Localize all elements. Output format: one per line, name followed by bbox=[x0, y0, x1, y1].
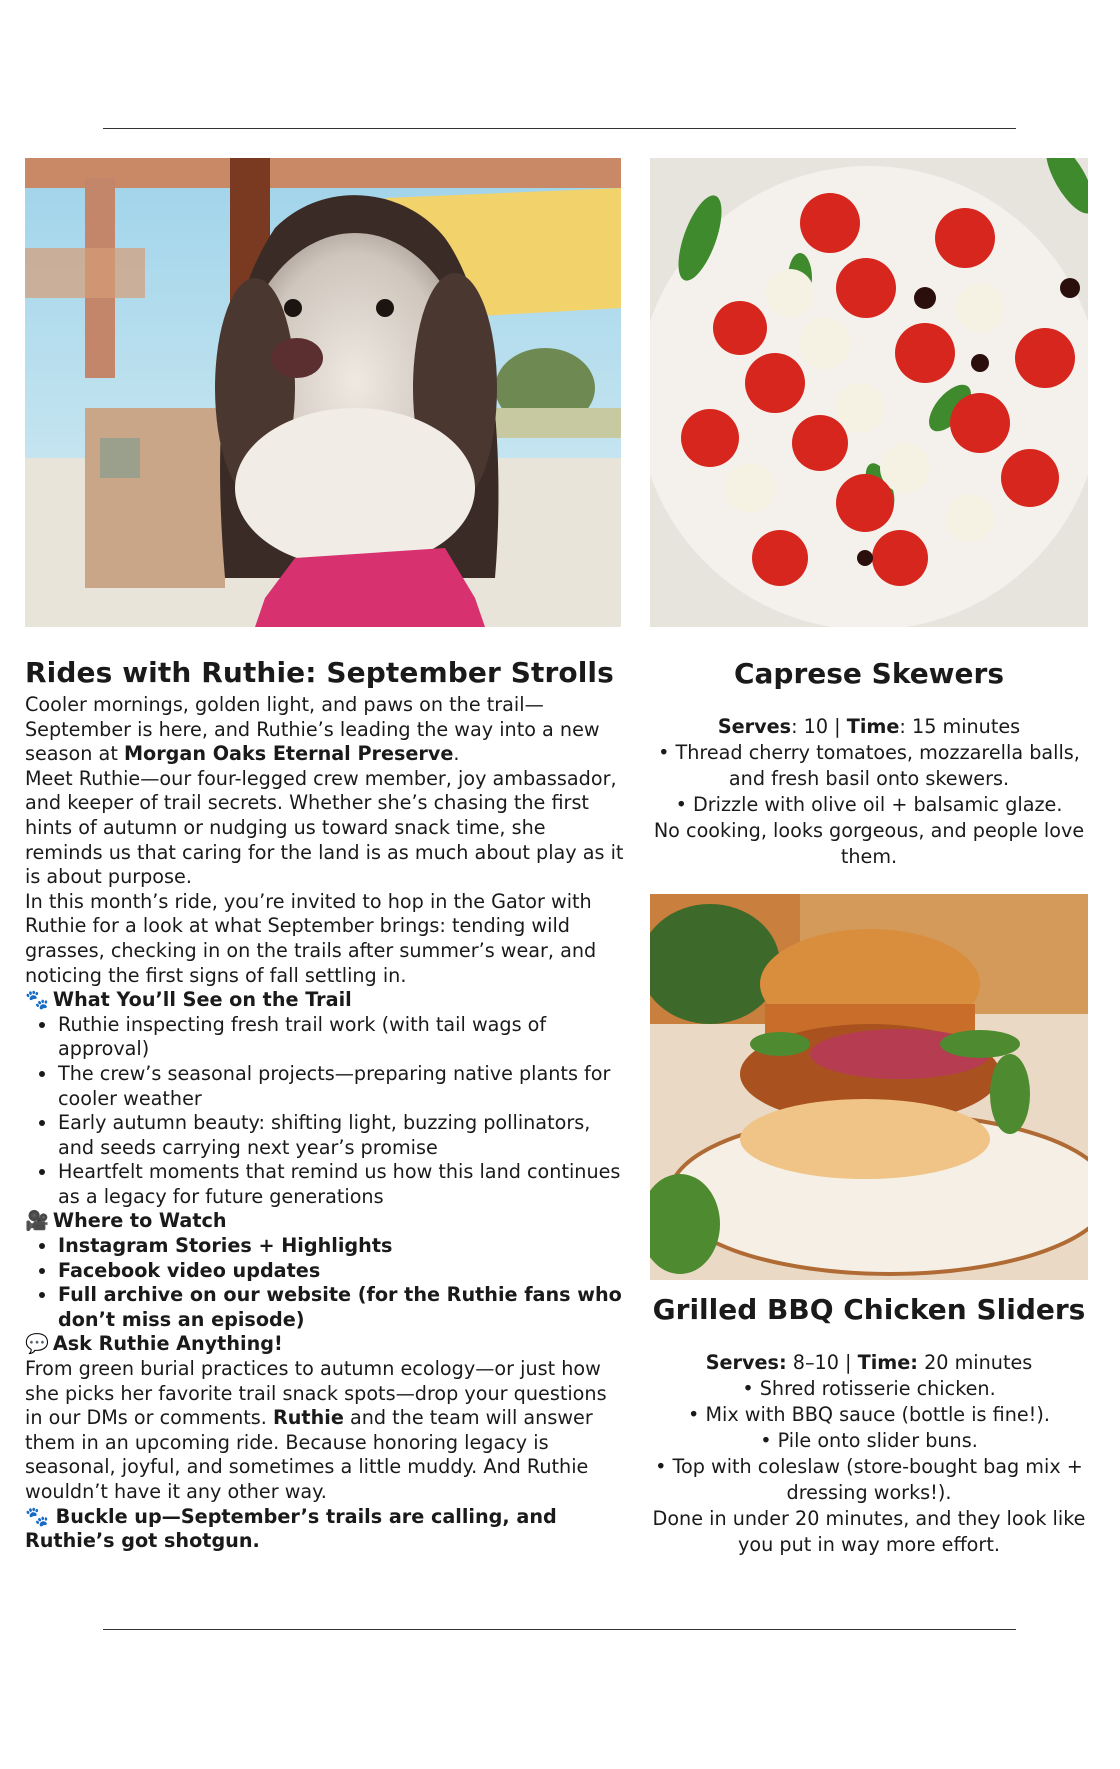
recipe-note: No cooking, looks gorgeous, and people love them. bbox=[653, 819, 1085, 868]
intro-paragraph bbox=[25, 693, 625, 767]
closing-text: Buckle up—September’s trails are calling, and Ruthie’s got shotgun. bbox=[25, 1504, 557, 1553]
time-label: Time bbox=[846, 715, 900, 738]
ask-paragraph bbox=[25, 1357, 625, 1505]
recipe-meta bbox=[650, 1350, 1088, 1376]
caprese-recipe bbox=[650, 656, 1088, 870]
list-item: • Full archive on our website (for the Ruthie fans who don’t miss an episode) bbox=[58, 1283, 625, 1332]
recipe-step: • Drizzle with olive oil + balsamic glaze. bbox=[675, 793, 1063, 816]
intro-end: . bbox=[453, 742, 460, 766]
list-item: • Heartfelt moments that remind us how this land continues as a legacy for future generations bbox=[58, 1160, 625, 1209]
bbq-sliders-recipe bbox=[650, 1292, 1088, 1558]
time-label: Time: bbox=[857, 1351, 918, 1374]
recipe-step: • Top with coleslaw (store-bought bag mix + dressing works!). bbox=[655, 1455, 1083, 1504]
bottom-divider bbox=[103, 1629, 1016, 1630]
watch-list bbox=[25, 1234, 625, 1332]
list-item: • Early autumn beauty: shifting light, buzzing pollinators, and seeds carrying next year’s promise bbox=[58, 1111, 625, 1160]
section-where-to-watch bbox=[25, 1209, 625, 1234]
section-what-youll-see bbox=[25, 988, 625, 1013]
recipe-title: Caprese Skewers bbox=[733, 657, 1005, 690]
recipe-step: • Mix with BBQ sauce (bottle is fine!). bbox=[688, 1403, 1050, 1426]
serves-value: 8–10 | bbox=[786, 1351, 858, 1374]
article-title: Rides with Ruthie: September Strolls bbox=[25, 656, 614, 689]
recipe-step: • Shred rotisserie chicken. bbox=[742, 1377, 996, 1400]
list-item: • The crew’s seasonal projects—preparing native plants for cooler weather bbox=[58, 1062, 625, 1111]
intro-text: Cooler mornings, golden light, and paws on the trail—September is here, and Ruthie’s leading the way into a new season at bbox=[25, 693, 600, 766]
speech-bubble-icon: 💬 bbox=[25, 1332, 49, 1356]
section-heading: What You’ll See on the Trail bbox=[52, 988, 352, 1012]
recipe-meta bbox=[650, 714, 1088, 740]
ask-text: From green burial practices to autumn ecology—or just how she picks her favorite trail snack spots—drop your questions in our DMs or comments. bbox=[25, 1357, 607, 1430]
section-ask-ruthie bbox=[25, 1332, 625, 1357]
movie-camera-icon: 🎥 bbox=[25, 1209, 49, 1233]
preserve-name: Morgan Oaks Eternal Preserve bbox=[123, 742, 454, 766]
paw-icon: 🐾 bbox=[25, 988, 49, 1012]
recipe-note: Done in under 20 minutes, and they look like you put in way more effort. bbox=[652, 1507, 1086, 1556]
top-divider bbox=[103, 128, 1016, 129]
serves-label: Serves bbox=[717, 715, 792, 738]
list-item: • Ruthie inspecting fresh trail work (with tail wags of approval) bbox=[58, 1013, 625, 1062]
list-item: • Instagram Stories + Highlights bbox=[58, 1234, 625, 1259]
ask-text-end: and the team will answer them in an upcoming ride. Because honoring legacy is seasonal, joyful, and sometimes a little muddy. And Ruthie wouldn’t have it any other way. bbox=[25, 1406, 593, 1503]
bbq-chicken-sliders-photo bbox=[650, 894, 1088, 1280]
serves-label: Serves: bbox=[705, 1351, 787, 1374]
see-list bbox=[25, 1013, 625, 1210]
closing-line bbox=[25, 1505, 625, 1554]
ruthie-name: Ruthie bbox=[273, 1406, 344, 1430]
list-item: • Facebook video updates bbox=[58, 1259, 625, 1284]
time-value: 20 minutes bbox=[917, 1351, 1033, 1374]
caprese-skewers-photo bbox=[650, 158, 1088, 627]
ruthie-article bbox=[25, 655, 625, 1554]
section-heading: Where to Watch bbox=[52, 1209, 227, 1233]
paw-icon: 🐾 bbox=[25, 1504, 49, 1528]
recipe-step: • Thread cherry tomatoes, mozzarella balls, and fresh basil onto skewers. bbox=[658, 741, 1080, 790]
serves-value: : 10 | bbox=[791, 715, 847, 738]
ruthie-dog-photo bbox=[25, 158, 621, 627]
recipe-step: • Pile onto slider buns. bbox=[760, 1429, 978, 1452]
time-value: : 15 minutes bbox=[899, 715, 1021, 738]
this-month-paragraph: In this month’s ride, you’re invited to hop in the Gator with Ruthie for a look at what September brings: tending wild grasses, checking in on the trails after summer’s wear, and noticing the first signs of fall settling in. bbox=[25, 889, 597, 987]
meet-ruthie-paragraph: Meet Ruthie—our four-legged crew member, joy ambassador, and keeper of trail secrets. Whether she’s chasing the first hints of autumn or nudging us toward snack time, she reminds us that caring for the land is as much about play as it is about purpose. bbox=[25, 766, 624, 889]
recipe-title: Grilled BBQ Chicken Sliders bbox=[652, 1293, 1086, 1326]
section-heading: Ask Ruthie Anything! bbox=[52, 1332, 283, 1356]
